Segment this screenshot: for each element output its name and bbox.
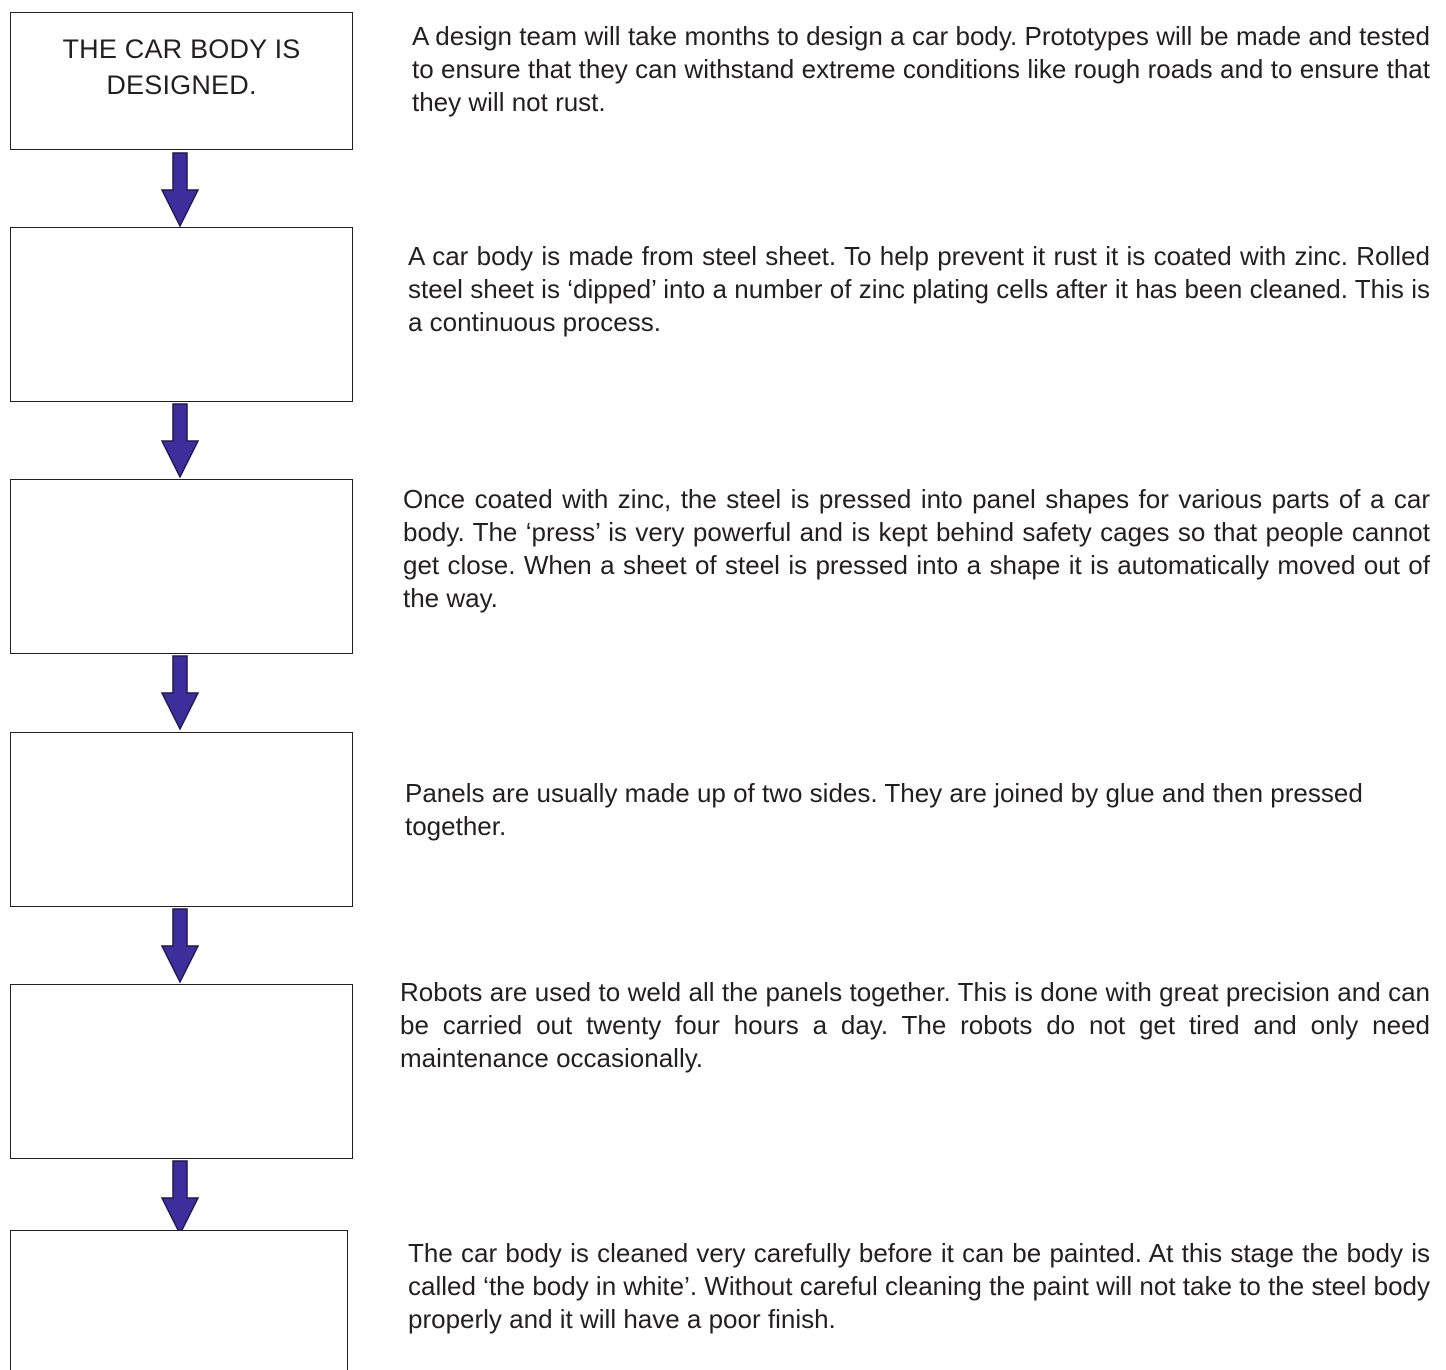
step-box-2-label [11,228,352,246]
step-2-description: A car body is made from steel sheet. To help prevent it rust it is coated with zinc. Rolled steel sheet is ‘dipped’ into a number of zinc plating cells after it has been cleaned. This is a continuous process. [408,241,1430,337]
down-arrow-1-icon [160,152,200,228]
step-box-4 [10,732,353,907]
step-box-4-label [11,733,352,751]
step-4-description: Panels are usually made up of two sides. They are joined by glue and then pressed together. [405,778,1363,841]
step-3-description: Once coated with zinc, the steel is pressed into panel shapes for various parts of a car body. The ‘press’ is very powerful and is kept behind safety cages so that people cannot get close. When a sheet of steel is pressed into a shape it is automatically moved out of the way. [403,484,1430,613]
step-6-description: The car body is cleaned very carefully before it can be painted. At this stage the body is called ‘the body in white’. Without careful cleaning the paint will not take to the steel body properly and it will have a poor finish. [408,1238,1430,1334]
step-box-6 [10,1230,348,1370]
step-5-description: Robots are used to weld all the panels together. This is done with great precision and can be carried out twenty four hours a day. The robots do not get tired and only need maintenance occasionally. [400,977,1430,1073]
down-arrow-3-icon [160,655,200,731]
step-box-1 [10,12,353,150]
down-arrow-4-icon [160,908,200,984]
step-1-description: A design team will take months to design a car body. Prototypes will be made and tested to ensure that they can withstand extreme conditions like rough roads and to ensure that they will not rust. [412,21,1430,117]
step-box-1-label: THE CAR BODY IS DESIGNED. [62,34,301,100]
step-box-2 [10,227,353,402]
step-box-3 [10,479,353,654]
down-arrow-2-icon [160,403,200,479]
step-box-3-label [11,480,352,498]
step-box-5-label [11,985,352,1003]
down-arrow-5-icon [160,1160,200,1236]
step-box-6-label [11,1231,347,1249]
step-box-5 [10,984,353,1159]
